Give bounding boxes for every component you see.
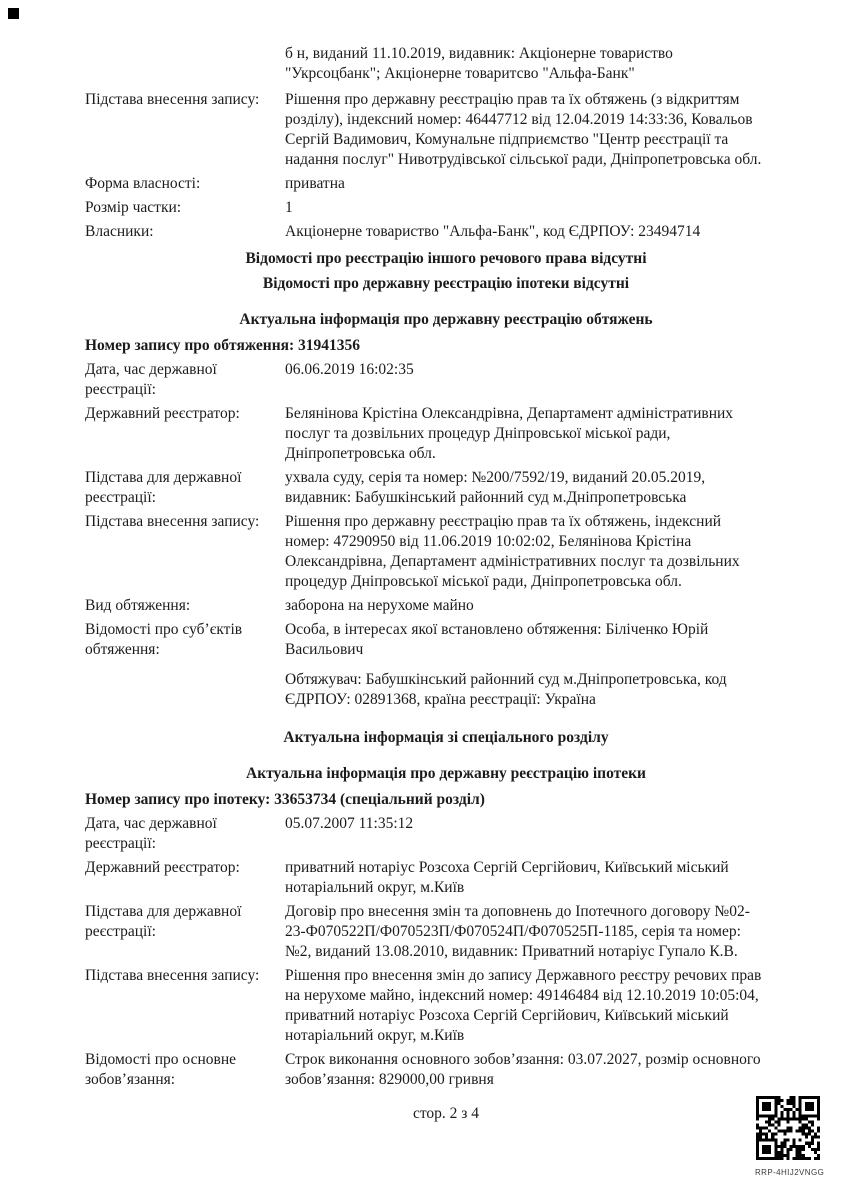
mortgage-record-number: Номер запису про іпотеку: 33653734 (спеціальний розділ) xyxy=(85,791,485,808)
field-value: Акціонерне товариство "Альфа-Банк", код ЄДРПОУ: 23494714 xyxy=(285,223,701,240)
field-value: 1 xyxy=(285,199,293,216)
notice-no-other-rights: Відомості про реєстрацію іншого речового права відсутні xyxy=(245,250,647,267)
field-value: 05.07.2007 11:35:12 xyxy=(285,815,414,832)
continuation-row xyxy=(85,44,807,84)
field-label: Підстава внесення запису: xyxy=(85,967,260,984)
continuation-value: б н, виданий 11.10.2019, видавник: Акціонерне товариство "Укрсоцбанк"; Акціонерне товаритсво "Альфа-Банк" xyxy=(285,45,673,82)
field-value: Рішення про державну реєстрацію прав та їх обтяжень (з відкриттям розділу), індексний номер: 46447712 від 12.04.2019 14:33:36, Ковальов Сергій Вадимович, Комунальне підприємство "Центр реєстрації та надання послуг" Нивотрудівської сільської ради, Дніпропетровська обл. xyxy=(285,91,762,168)
encumbrance-record-number: Номер запису про обтяження: 31941356 xyxy=(85,337,361,354)
field-row xyxy=(85,902,807,962)
field-value: Договір про внесення змін та доповнень до Іпотечного договору №02-23-Ф070522П/Ф070523П/Ф070524П/Ф070525П-1185, серія та номер: №2, виданий 13.08.2010, видавник: Приватний нотаріус Гупало К.В. xyxy=(285,903,750,960)
field-row xyxy=(85,198,807,218)
special-section-title: Актуальна інформація зі спеціального розділу xyxy=(283,729,609,746)
field-row xyxy=(85,90,807,170)
field-row xyxy=(85,222,807,242)
field-label: Державний реєстратор: xyxy=(85,405,240,422)
registry-extract-body xyxy=(85,0,807,1124)
field-label: Дата, час державної реєстрації: xyxy=(85,361,217,398)
field-row xyxy=(85,966,807,1046)
qr-code xyxy=(756,1096,820,1160)
field-label: Підстава внесення запису: xyxy=(85,513,260,530)
field-value: Рішення про державну реєстрацію прав та їх обтяжень, індексний номер: 47290950 від 11.06.2019 10:02:02, Белянінова Крістіна Олександрівна, Департамент адміністративних послуг та дозвільних процедур Дніпровської міської ради, Дніпропетровська обл. xyxy=(285,513,740,590)
field-value: Белянінова Крістіна Олександрівна, Департамент адміністративних послуг та дозвільних процедур Дніпровської міської ради, Дніпропетровська обл. xyxy=(285,405,734,462)
notice-no-mortgage: Відомості про державну реєстрацію іпотеки відсутні xyxy=(262,275,630,292)
field-row xyxy=(85,620,807,710)
field-row xyxy=(85,404,807,464)
field-label-empty xyxy=(85,44,285,84)
field-row xyxy=(85,858,807,898)
field-label: Власники: xyxy=(85,223,154,240)
page-indicator: стор. 2 з 4 xyxy=(412,1105,480,1122)
field-label: Державний реєстратор: xyxy=(85,859,240,876)
field-row xyxy=(85,360,807,400)
qr-stamp xyxy=(755,1096,825,1177)
qr-caption: RRP-4HIJ2VNGG xyxy=(755,1168,825,1177)
field-value: приватний нотаріус Розсоха Сергій Сергійович, Київський міський нотаріальний округ, м.Київ xyxy=(285,859,729,896)
field-value: Рішення про внесення змін до запису Державного реєстру речових прав на нерухоме майно, індексний номер: 49146484 від 12.10.2019 10:05:04, приватний нотаріус Розсоха Сергій Сергійович, Київський міський нотаріальний округ, м.Київ xyxy=(285,967,762,1044)
field-value-paragraph: Особа, в інтересах якої встановлено обтяження: Біліченко Юрій Васильович xyxy=(285,621,709,658)
field-label: Підстава для державної реєстрації: xyxy=(85,903,242,940)
field-row xyxy=(85,1050,807,1090)
field-label: Вид обтяження: xyxy=(85,597,191,614)
field-label: Відомості про суб’єктів обтяження: xyxy=(85,621,243,658)
field-label: Дата, час державної реєстрації: xyxy=(85,815,217,852)
encumbrance-section-title: Актуальна інформація про державну реєстрацію обтяжень xyxy=(239,311,653,328)
mortgage-section-title: Актуальна інформація про державну реєстрацію іпотеки xyxy=(246,765,646,782)
field-label: Розмір частки: xyxy=(85,199,182,216)
corner-mark xyxy=(8,8,19,19)
field-row xyxy=(85,174,807,194)
field-value: заборона на нерухоме майно xyxy=(285,597,474,614)
field-value: ухвала суду, серія та номер: №200/7592/19, виданий 20.05.2019, видавник: Бабушкінський районний суд м.Дніпропетровська xyxy=(285,469,706,506)
field-label: Відомості про основне зобов’язання: xyxy=(85,1051,236,1088)
field-row xyxy=(85,596,807,616)
field-row xyxy=(85,512,807,592)
field-value xyxy=(285,620,765,710)
field-row xyxy=(85,814,807,854)
field-label: Форма власності: xyxy=(85,175,201,192)
field-row xyxy=(85,468,807,508)
field-value-paragraph: Обтяжувач: Бабушкінський районний суд м.Дніпропетровська, код ЄДРПОУ: 02891368, країна реєстрації: Україна xyxy=(285,671,727,708)
field-label: Підстава для державної реєстрації: xyxy=(85,469,242,506)
field-label: Підстава внесення запису: xyxy=(85,91,260,108)
field-value: приватна xyxy=(285,175,345,192)
field-value: 06.06.2019 16:02:35 xyxy=(285,361,414,378)
field-value: Строк виконання основного зобов’язання: 03.07.2027, розмір основного зобов’язання: 829000,00 гривня xyxy=(285,1051,761,1088)
